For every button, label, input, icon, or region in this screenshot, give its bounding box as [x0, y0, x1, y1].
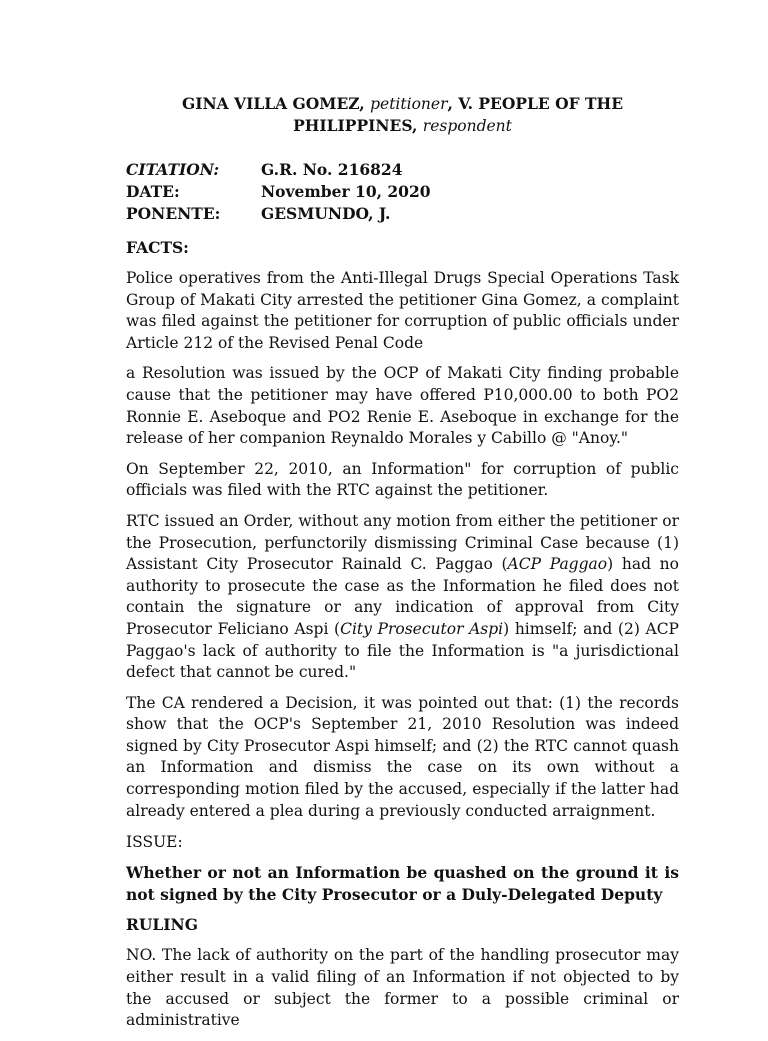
document-page	[126, 93, 679, 1041]
date-label: DATE:	[126, 182, 180, 201]
ponente-label: PONENTE:	[126, 204, 221, 223]
facts-heading: FACTS:	[126, 238, 189, 257]
citation-value: G.R. No. 216824	[261, 160, 403, 179]
date-row	[126, 181, 679, 203]
petitioner-name: GINA VILLA GOMEZ,	[181, 94, 365, 113]
facts-paragraph-4	[126, 511, 679, 684]
facts-p4-text-a: RTC issued an Order, without any motion from either the petitioner or the Prosecution, perfunctorily dismissing Criminal Case because (1) Assistant City Prosecutor Rainald C. Paggao (	[126, 511, 679, 574]
ruling-text: NO. The lack of authority on the part of the handling prosecutor may either result in a valid filing of an Information if not objected to by the accused or subject the former to a possible criminal or administrative	[126, 946, 679, 1030]
date-value: November 10, 2020	[261, 182, 431, 201]
respondent-name: PHILIPPINES,	[293, 116, 418, 135]
issue-heading: ISSUE:	[126, 833, 183, 852]
facts-paragraph-2: a Resolution was issued by the OCP of Makati City finding probable cause that the petitioner may have offered P10,000.00 to both PO2 Ronnie E. Aseboque and PO2 Renie E. Aseboque in exchange for the release of her companion Reynaldo Morales y Cabillo @ "Anoy."	[126, 364, 679, 448]
versus-text: , V. PEOPLE OF THE	[447, 94, 624, 113]
facts-p4-text-c: ) himself; and (2) ACP Paggao's lack of authority to file the Information is "a jurisdictional defect that cannot be cured."	[126, 619, 679, 682]
issue-text: Whether or not an Information be quashed on the ground it is not signed by the City Prosecutor or a Duly-Delegated Deputy	[126, 863, 679, 904]
facts-paragraph-3: On September 22, 2010, an Information" for corruption of public officials was filed with the RTC against the petitioner.	[126, 459, 679, 500]
citation-row	[126, 159, 679, 181]
citation-label: CITATION:	[126, 160, 220, 179]
case-title	[126, 93, 679, 137]
facts-p4-cpa: City Prosecutor Aspi	[340, 619, 504, 638]
respondent-role: respondent	[422, 117, 512, 135]
facts-p4-acp: ACP Paggao	[507, 555, 608, 574]
facts-paragraph-5: The CA rendered a Decision, it was pointed out that: (1) the records show that the OCP's September 21, 2010 Resolution was indeed signed by City Prosecutor Aspi himself; and (2) the RTC cannot quash an Information and dismiss the case on its own without a corresponding motion filed by the accused, especially if the latter had already entered a plea during a previously conducted arraignment.	[126, 693, 679, 820]
ruling-heading: RULING	[126, 915, 198, 935]
facts-p4-text-b: ) had no authority to prosecute the case as the Information he filed does not contain the signature or any indication of approval from City Prosecutor Feliciano Aspi (	[126, 555, 679, 638]
ponente-row	[126, 203, 679, 225]
ponente-value: GESMUNDO, J.	[261, 204, 391, 223]
case-metadata	[126, 159, 679, 225]
petitioner-role: petitioner	[370, 95, 448, 113]
facts-paragraph-1: Police operatives from the Anti-Illegal Drugs Special Operations Task Group of Makati City arrested the petitioner Gina Gomez, a complaint was filed against the petitioner for corruption of public officials under Article 212 of the Revised Penal Code	[126, 269, 679, 352]
